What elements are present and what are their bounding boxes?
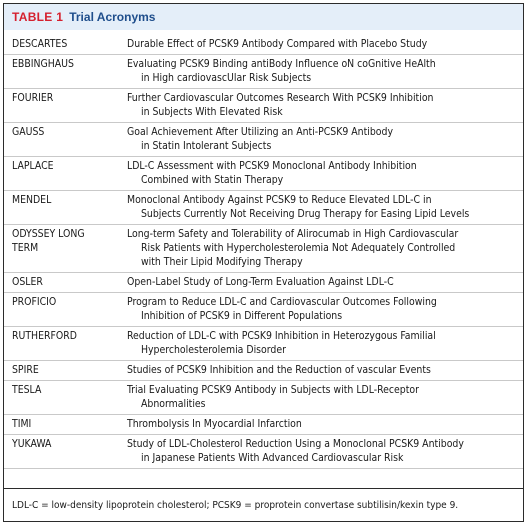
table-row — [4, 327, 523, 361]
trial-full-name: Program to Reduce LDL-C and Cardiovascular Outcomes Following Inhibition of PCSK9 in Different Populations — [127, 296, 437, 322]
table-row — [4, 225, 523, 273]
trial-full-name: Durable Effect of PCSK9 Antibody Compared with Placebo Study — [127, 38, 428, 50]
trial-full-name: Evaluating PCSK9 Binding antiBody Influence oN coGnitive HeAlth in High cardiovascUlar Risk Subjects — [127, 58, 436, 84]
trial-full-name: Goal Achievement After Utilizing an Anti-PCSK9 Antibody in Statin Intolerant Subjects — [127, 126, 393, 152]
table-body — [4, 35, 523, 469]
trial-full-name: Further Cardiovascular Outcomes Research With PCSK9 Inhibition in Subjects With Elevated Risk — [127, 92, 434, 118]
trial-acronym: FOURIER — [12, 92, 54, 104]
table-row — [4, 293, 523, 327]
trial-acronym: DESCARTES — [12, 38, 68, 50]
trial-acronym: MENDEL — [12, 194, 52, 206]
trial-full-name: Trial Evaluating PCSK9 Antibody in Subjects with LDL-Receptor Abnormalities — [127, 384, 419, 410]
table-row — [4, 435, 523, 469]
table-row — [4, 123, 523, 157]
table-row — [4, 157, 523, 191]
trial-acronym: ODYSSEY LONG TERM — [12, 228, 85, 254]
trial-full-name: Studies of PCSK9 Inhibition and the Reduction of vascular Events — [127, 364, 431, 376]
trial-acronym: TESLA — [12, 384, 42, 396]
table-number: TABLE 1 — [12, 10, 64, 24]
table-row — [4, 55, 523, 89]
table-row — [4, 361, 523, 381]
trial-acronym: PROFICIO — [12, 296, 57, 308]
table-header — [4, 4, 523, 30]
trial-acronym: GAUSS — [12, 126, 45, 138]
table-row — [4, 89, 523, 123]
trial-full-name: Study of LDL-Cholesterol Reduction Using a Monoclonal PCSK9 Antibody in Japanese Patients With Advanced Cardiovascular Risk — [127, 438, 464, 464]
trial-full-name: Reduction of LDL-C with PCSK9 Inhibition in Heterozygous Familial Hypercholesterolemia Disorder — [127, 330, 436, 356]
trial-full-name: Open-Label Study of Long-Term Evaluation Against LDL-C — [127, 276, 394, 288]
trial-full-name: Long-term Safety and Tolerability of Alirocumab in High Cardiovascular Risk Patients with Hypercholesterolemia Not Adequately Controlled with Their Lipid Modifying Therapy — [127, 228, 459, 268]
trial-acronyms-table — [3, 3, 524, 522]
trial-acronym: TIMI — [12, 418, 32, 430]
trial-acronym: OSLER — [12, 276, 43, 288]
trial-acronym: SPIRE — [12, 364, 39, 376]
table-row — [4, 191, 523, 225]
trial-full-name: Thrombolysis In Myocardial Infarction — [127, 418, 302, 430]
trial-acronym: EBBINGHAUS — [12, 58, 74, 70]
table-row — [4, 273, 523, 293]
table-row — [4, 35, 523, 55]
table-row — [4, 415, 523, 435]
trial-acronym: LAPLACE — [12, 160, 54, 172]
trial-acronym: YUKAWA — [12, 438, 52, 450]
table-row — [4, 381, 523, 415]
trial-acronym: RUTHERFORD — [12, 330, 77, 342]
trial-full-name: LDL-C Assessment with PCSK9 Monoclonal Antibody Inhibition Combined with Statin Therapy — [127, 160, 417, 186]
trial-full-name: Monoclonal Antibody Against PCSK9 to Reduce Elevated LDL-C in Subjects Currently Not Receiving Drug Therapy for Easing Lipid Levels — [127, 194, 470, 220]
table-footnote: LDL-C = low-density lipoprotein cholesterol; PCSK9 = proprotein convertase subtilisin/kexin type 9. — [4, 488, 523, 521]
table-title: Trial Acronyms — [69, 10, 156, 24]
